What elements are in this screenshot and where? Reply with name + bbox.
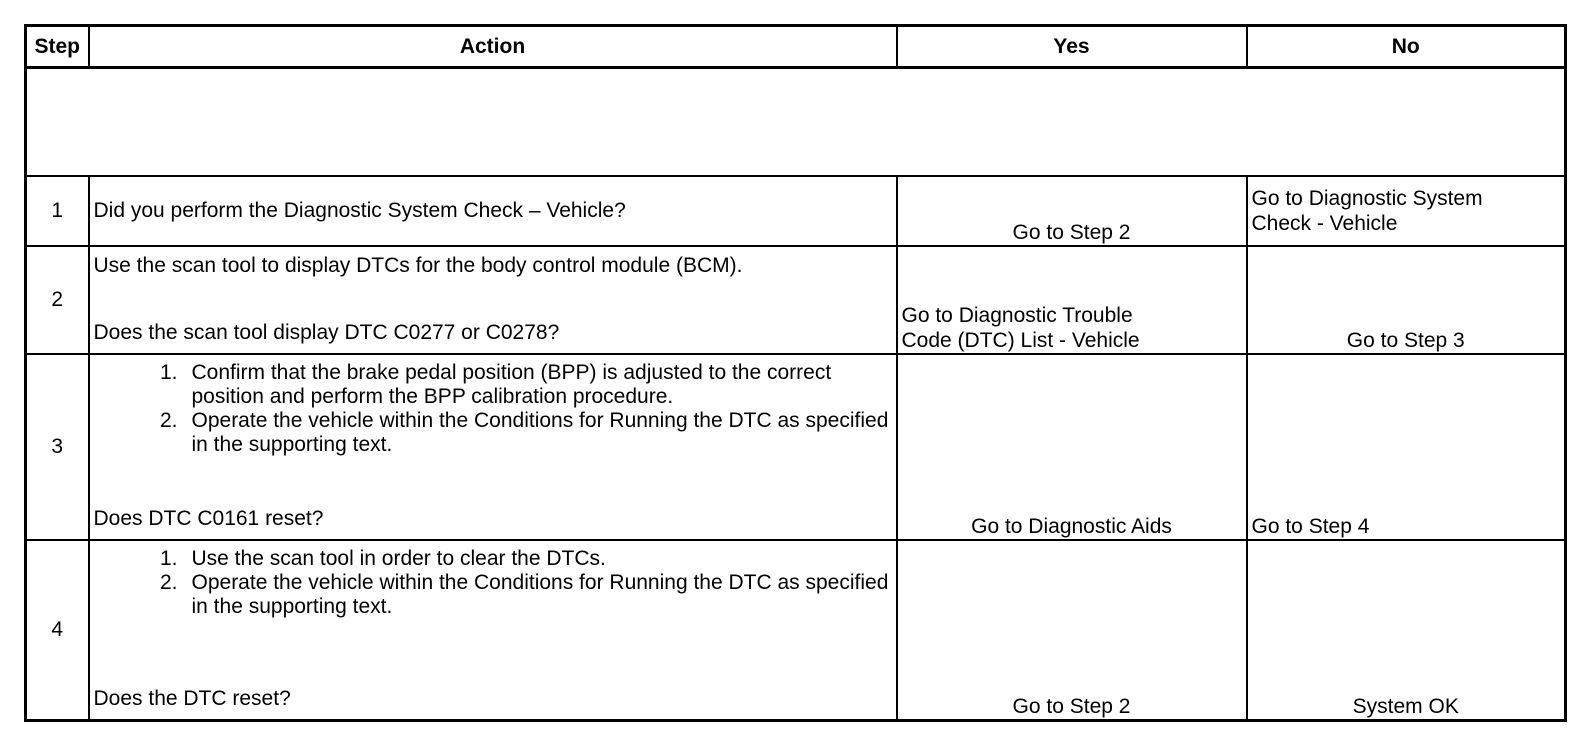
action-cell xyxy=(89,540,897,721)
yes-cell: Go to Step 2 xyxy=(897,540,1247,721)
yes-line-1: Go to Diagnostic Trouble xyxy=(901,303,1133,327)
action-cell xyxy=(89,176,897,246)
diagnostic-table xyxy=(24,24,1567,722)
no-cell: Go to Step 4 xyxy=(1247,354,1566,540)
list-item xyxy=(94,571,892,619)
blank-row xyxy=(26,68,1566,176)
list-item xyxy=(94,547,892,571)
list-item-text: Use the scan tool in order to clear the DTCs. xyxy=(191,546,606,570)
action-question: Did you perform the Diagnostic System Check – Vehicle? xyxy=(93,199,626,222)
action-steps-list xyxy=(94,361,892,457)
no-line-2: Check - Vehicle xyxy=(1251,211,1398,235)
list-item xyxy=(94,409,892,457)
no-cell: Go to Step 3 xyxy=(1247,246,1566,354)
list-item-text: Operate the vehicle within the Conditions for Running the DTC as specified in the supporting text. xyxy=(191,570,889,618)
no-line-1: Go to Diagnostic System xyxy=(1251,186,1483,210)
header-action: Action xyxy=(89,26,897,68)
step-number: 3 xyxy=(26,354,89,540)
action-steps-list xyxy=(94,547,892,619)
list-item-text: Confirm that the brake pedal position (BPP) is adjusted to the correct position and perform the BPP calibration procedure. xyxy=(191,360,832,408)
table-row xyxy=(26,354,1566,540)
step-number: 1 xyxy=(26,176,89,246)
blank-cell xyxy=(26,68,1566,176)
table-row xyxy=(26,540,1566,721)
action-question: Does the DTC reset? xyxy=(93,686,291,710)
action-cell xyxy=(89,354,897,540)
yes-cell xyxy=(897,246,1247,354)
table-row xyxy=(26,176,1566,246)
yes-line-2: Code (DTC) List - Vehicle xyxy=(901,328,1140,352)
action-question: Does DTC C0161 reset? xyxy=(93,506,324,530)
table-row xyxy=(26,246,1566,354)
step-number: 2 xyxy=(26,246,89,354)
list-item-number: 2. xyxy=(159,408,178,432)
header-yes: Yes xyxy=(897,26,1247,68)
list-item-number: 1. xyxy=(159,360,178,384)
list-item xyxy=(94,361,892,409)
action-question: Does the scan tool display DTC C0277 or C0278? xyxy=(93,320,560,344)
table-header-row xyxy=(26,26,1566,68)
yes-cell: Go to Step 2 xyxy=(897,176,1247,246)
list-item-number: 1. xyxy=(159,546,178,570)
action-cell xyxy=(89,246,897,354)
no-cell xyxy=(1247,176,1566,246)
list-item-text: Operate the vehicle within the Conditions for Running the DTC as specified in the supporting text. xyxy=(191,408,889,456)
header-no: No xyxy=(1247,26,1566,68)
header-step: Step xyxy=(26,26,89,68)
action-instruction: Use the scan tool to display DTCs for the body control module (BCM). xyxy=(93,253,743,277)
yes-cell: Go to Diagnostic Aids xyxy=(897,354,1247,540)
no-cell: System OK xyxy=(1247,540,1566,721)
step-number: 4 xyxy=(26,540,89,721)
list-item-number: 2. xyxy=(159,570,178,594)
